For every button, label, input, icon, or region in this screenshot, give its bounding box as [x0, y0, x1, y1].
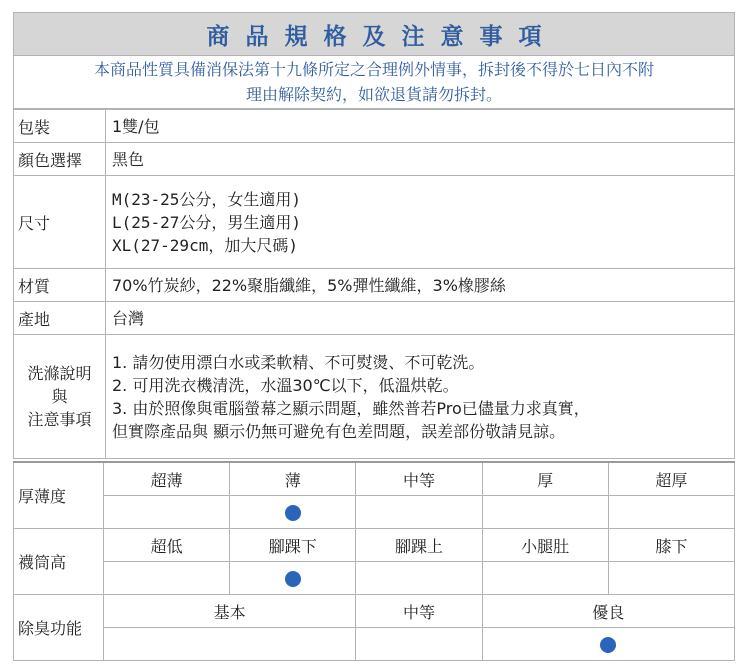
deodorize-option: 基本 — [104, 595, 356, 628]
size-option-l: L(25-27公分，男生適用) — [112, 212, 302, 232]
height-cell — [104, 562, 230, 595]
thickness-cell — [230, 496, 356, 529]
deodorize-option: 優良 — [482, 595, 734, 628]
thickness-option: 厚 — [482, 462, 608, 496]
package-label: 包裝 — [14, 110, 106, 143]
thickness-cell — [356, 496, 482, 529]
notice-line-2: 理由解除契約，如欲退貨請勿拆封。 — [245, 85, 502, 104]
spec-row-size — [14, 176, 735, 269]
package-value: 1雙/包 — [106, 110, 735, 143]
deodorize-label: 除臭功能 — [14, 595, 104, 661]
thickness-option: 薄 — [230, 462, 356, 496]
care-label-line-3: 注意事項 — [27, 410, 92, 429]
height-option: 小腿肚 — [482, 529, 608, 562]
rating-table — [13, 461, 735, 661]
spec-sheet — [13, 12, 735, 661]
height-cell — [230, 562, 356, 595]
material-label: 材質 — [14, 269, 106, 302]
thickness-header-row — [14, 462, 735, 496]
spec-row-package — [14, 110, 735, 143]
origin-value: 台灣 — [106, 302, 735, 335]
thickness-option: 超薄 — [104, 462, 230, 496]
care-label-line-1: 洗滌說明 — [27, 364, 92, 383]
thickness-cell — [608, 496, 734, 529]
care-line-1: 1. 請勿使用漂白水或柔軟精、不可熨燙、不可乾洗。 — [112, 352, 485, 372]
height-label: 襪筒高 — [14, 529, 104, 595]
page-title: 商品規格及注意事項 — [13, 12, 735, 56]
spec-row-color — [14, 143, 735, 176]
size-option-m: M(23-25公分，女生適用) — [112, 189, 302, 209]
spec-row-care — [14, 335, 735, 459]
height-option: 膝下 — [608, 529, 734, 562]
thickness-cell — [104, 496, 230, 529]
deodorize-cell — [104, 628, 356, 661]
thickness-label: 厚薄度 — [14, 462, 104, 529]
selected-dot-icon — [285, 505, 301, 521]
return-notice — [13, 56, 735, 109]
deodorize-dot-row — [14, 628, 735, 661]
selected-dot-icon — [600, 637, 616, 653]
height-cell — [608, 562, 734, 595]
height-header-row — [14, 529, 735, 562]
color-value: 黑色 — [106, 143, 735, 176]
size-value — [106, 176, 735, 269]
care-line-4: 但實際產品與 顯示仍無可避免有色差問題，誤差部份敬請見諒。 — [112, 421, 566, 441]
selected-dot-icon — [285, 571, 301, 587]
care-line-2: 2. 可用洗衣機清洗，水溫30℃以下，低溫烘乾。 — [112, 375, 459, 395]
height-option: 腳踝上 — [356, 529, 482, 562]
spec-row-material — [14, 269, 735, 302]
height-option: 腳踝下 — [230, 529, 356, 562]
spec-row-origin — [14, 302, 735, 335]
notice-line-1: 本商品性質具備消保法第十九條所定之合理例外情事，拆封後不得於七日內不附 — [93, 60, 654, 79]
care-label-line-2: 與 — [51, 387, 68, 406]
thickness-dot-row — [14, 496, 735, 529]
care-label — [14, 335, 106, 459]
material-value: 70%竹炭紗，22%聚脂纖維，5%彈性纖維，3%橡膠絲 — [106, 269, 735, 302]
deodorize-cell — [356, 628, 482, 661]
height-option: 超低 — [104, 529, 230, 562]
care-instructions — [106, 335, 735, 459]
height-cell — [356, 562, 482, 595]
thickness-option: 中等 — [356, 462, 482, 496]
deodorize-cell — [482, 628, 734, 661]
color-label: 顏色選擇 — [14, 143, 106, 176]
thickness-option: 超厚 — [608, 462, 734, 496]
height-dot-row — [14, 562, 735, 595]
spec-table — [13, 109, 735, 459]
origin-label: 產地 — [14, 302, 106, 335]
care-line-3: 3. 由於照像與電腦螢幕之顯示問題，雖然普若Pro已儘量力求真實， — [112, 398, 590, 418]
deodorize-option: 中等 — [356, 595, 482, 628]
deodorize-header-row — [14, 595, 735, 628]
size-label: 尺寸 — [14, 176, 106, 269]
height-cell — [482, 562, 608, 595]
thickness-cell — [482, 496, 608, 529]
size-option-xl: XL(27-29cm，加大尺碼) — [112, 235, 298, 255]
